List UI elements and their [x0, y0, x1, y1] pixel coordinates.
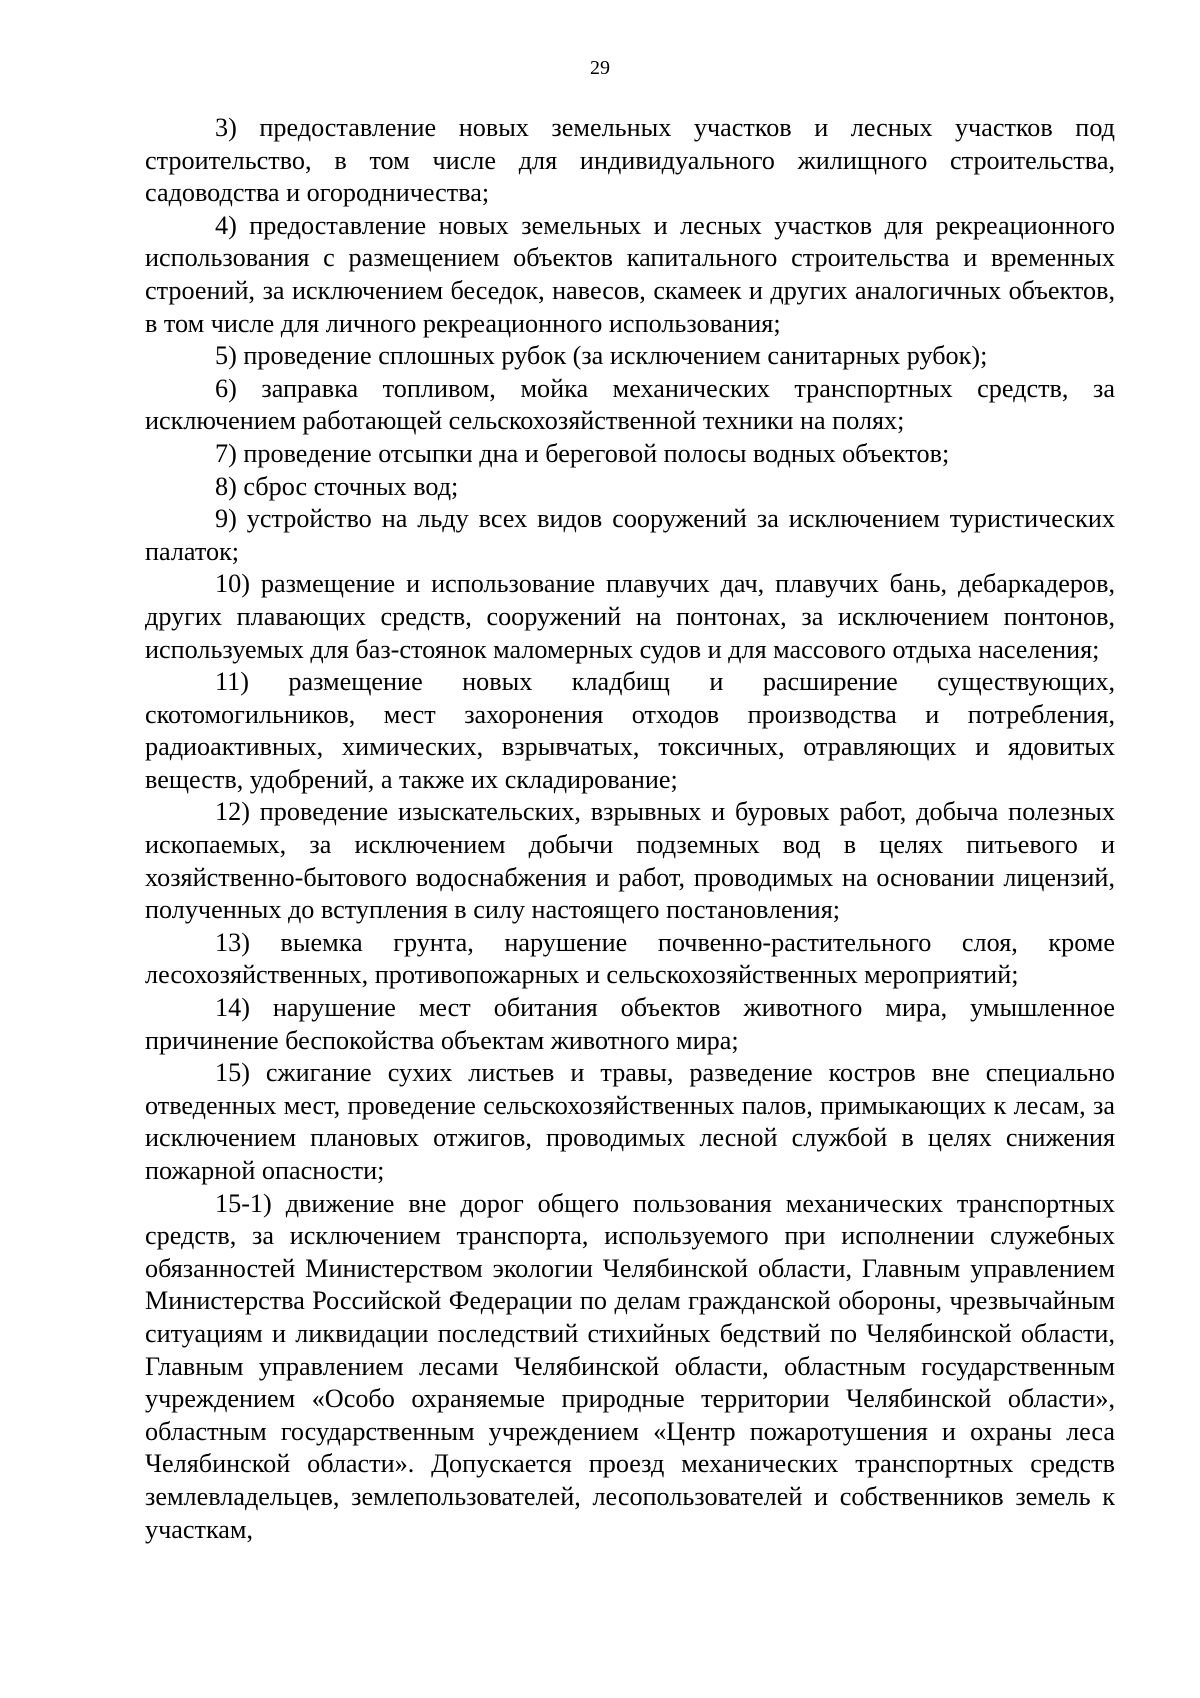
list-item-4: 4) предоставление новых земельных и лесных участков для рекреационного использования с размещением объектов капитального строительства и временных строений, за исключением беседок, навесов, скамеек и других аналогичных объектов, в том числе для личного рекреационного использования;	[145, 210, 1115, 338]
list-item-11: 11) размещение новых кладбищ и расширение существующих, скотомогильников, мест захоронения отходов производства и потребления, радиоактивных, химических, взрывчатых, токсичных, отравляющих и ядовитых веществ, удобрений, а также их складирование;	[145, 667, 1115, 794]
list-item-3: 3) предоставление новых земельных участков и лесных участков под строительство, в том числе для индивидуального жилищного строительства, садоводства и огородничества;	[145, 113, 1115, 208]
list-item-7: 7) проведение отсыпки дна и береговой полосы водных объектов;	[215, 438, 950, 468]
list-item-10: 10) размещение и использование плавучих дач, плавучих бань, дебаркадеров, других плавающих средств, сооружений на понтонах, за исключением понтонов, используемых для баз-стоянок маломерных судов и для массового отдыха населения;	[145, 569, 1115, 664]
list-item-15: 15) сжигание сухих листьев и травы, разведение костров вне специально отведенных мест, проведение сельскохозяйственных палов, примыкающих к лесам, за исключением плановых отжигов, проводимых лесной службой в целях снижения пожарной опасности;	[145, 1058, 1115, 1185]
list-item-8: 8) сброс сточных вод;	[215, 471, 459, 501]
list-item-9: 9) устройство на льду всех видов сооружений за исключением туристических палаток;	[145, 504, 1115, 566]
list-item-12: 12) проведение изыскательских, взрывных и буровых работ, добыча полезных ископаемых, за исключением добычи подземных вод в целях питьевого и хозяйственно-бытового водоснабжения и работ, проводимых на основании лицензий, полученных до вступления в силу настоящего постановления;	[145, 797, 1115, 925]
page-number: 29	[590, 57, 610, 79]
list-item-15-1: 15-1) движение вне дорог общего пользования механических транспортных средств, за исключением транспорта, используемого при исполнении служебных обязанностей Министерством экологии Челябинской области, Главным управлением Министерства Российской Федерации по делам гражданской обороны, чрезвычайным ситуациям и ликвидации последствий стихийных бедствий по Челябинской области, Главным управлением лесами Челябинской области, областным государственным учреждением «Особо охраняемые природные территории Челябинской области», областным государственным учреждением «Центр пожаротушения и охраны леса Челябинской области». Допускается проезд механических транспортных средств землевладельцев, землепользователей, лесопользователей и собственников земель к участкам,	[145, 1188, 1115, 1544]
list-item-6: 6) заправка топливом, мойка механических транспортных средств, за исключением работающей сельскохозяйственной техники на полях;	[145, 373, 1115, 436]
body-text	[145, 112, 1115, 1546]
list-item-5: 5) проведение сплошных рубок (за исключением санитарных рубок);	[215, 341, 988, 371]
list-item-14: 14) нарушение мест обитания объектов животного мира, умышленное причинение беспокойства объектам животного мира;	[145, 993, 1115, 1055]
list-item-13: 13) выемка грунта, нарушение почвенно-растительного слоя, кроме лесохозяйственных, противопожарных и сельскохозяйственных мероприятий;	[145, 927, 1115, 990]
